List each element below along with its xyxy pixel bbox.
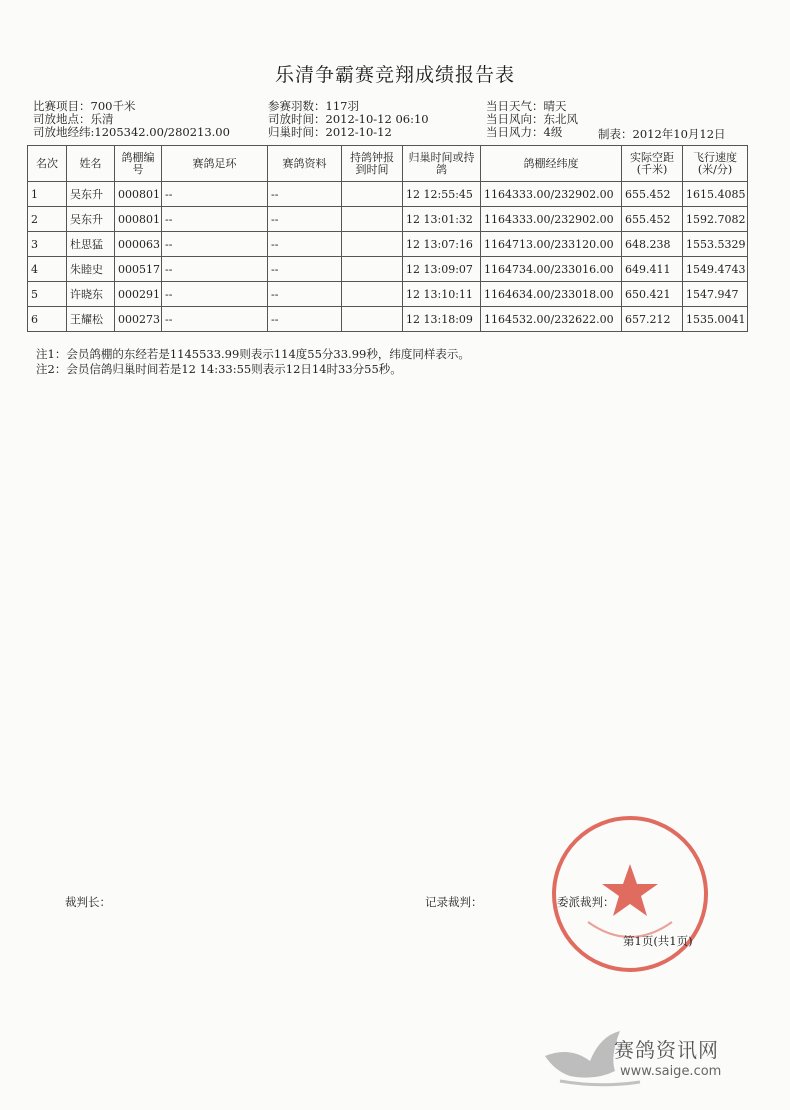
meta-weather: 当日天气：晴天 (486, 99, 567, 113)
notes-block (36, 347, 470, 377)
cell-coordinates: 1164333.00/232902.00 (481, 182, 622, 207)
cell-distance: 655.452 (622, 182, 683, 207)
cell-name: 杜思猛 (67, 232, 115, 257)
table-row (28, 207, 748, 232)
col-header-rank: 名次 (28, 146, 67, 182)
cell-name: 吴东升 (67, 182, 115, 207)
cell-loft-id: 000517 (115, 257, 162, 282)
col-header-loft-id: 鸽棚编号 (115, 146, 162, 182)
meta-column-2 (268, 100, 429, 139)
cell-distance: 650.421 (622, 282, 683, 307)
cell-loft-id: 000801 (115, 182, 162, 207)
col-header-clock-time: 持鸽钟报到时间 (342, 146, 403, 182)
cell-ring: -- (162, 282, 268, 307)
cell-pigeon-info: -- (268, 282, 342, 307)
col-header-coordinates: 鸽棚经纬度 (481, 146, 622, 182)
meta-return-time: 归巢时间：2012-10-12 (268, 125, 392, 139)
cell-name: 朱睦史 (67, 257, 115, 282)
page-number: 第1页(共1页) (623, 934, 693, 948)
cell-speed: 1535.0041 (683, 307, 748, 332)
watermark-site-name: 赛鸽资讯网 (614, 1038, 719, 1062)
cell-loft-id: 000273 (115, 307, 162, 332)
cell-return-time: 12 13:18:09 (403, 307, 481, 332)
results-table (27, 145, 748, 332)
cell-ring: -- (162, 307, 268, 332)
cell-rank: 1 (28, 182, 67, 207)
col-header-distance: 实际空距(千米) (622, 146, 683, 182)
signature-assigned-judge: 委派裁判： (557, 895, 615, 909)
cell-distance: 648.238 (622, 232, 683, 257)
cell-ring: -- (162, 257, 268, 282)
col-header-name: 姓名 (67, 146, 115, 182)
watermark-url: www.saige.com (620, 1064, 722, 1079)
table-row (28, 232, 748, 257)
cell-speed: 1592.7082 (683, 207, 748, 232)
table-header-row (28, 146, 748, 182)
meta-column-3 (486, 100, 578, 139)
table-row (28, 307, 748, 332)
cell-coordinates: 1164532.00/232622.00 (481, 307, 622, 332)
meta-release-time: 司放时间：2012-10-12 06:10 (268, 112, 429, 126)
meta-column-1 (33, 100, 230, 139)
cell-clock-time (342, 182, 403, 207)
note-2: 注2：会员信鸽归巢时间若是12 14:33:55则表示12日14时33分55秒。 (36, 362, 402, 376)
cell-distance: 655.452 (622, 207, 683, 232)
cell-coordinates: 1164734.00/233016.00 (481, 257, 622, 282)
meta-release-coordinates: 司放地经纬:1205342.00/280213.00 (33, 125, 230, 139)
cell-rank: 2 (28, 207, 67, 232)
cell-coordinates: 1164333.00/232902.00 (481, 207, 622, 232)
cell-loft-id: 000291 (115, 282, 162, 307)
cell-speed: 1549.4743 (683, 257, 748, 282)
cell-loft-id: 000801 (115, 207, 162, 232)
cell-clock-time (342, 257, 403, 282)
meta-wind-force: 当日风力：4级 (486, 125, 563, 139)
report-title: 乐清争霸赛竞翔成绩报告表 (274, 64, 515, 86)
cell-pigeon-info: -- (268, 307, 342, 332)
cell-return-time: 12 13:01:32 (403, 207, 481, 232)
cell-coordinates: 1164634.00/233018.00 (481, 282, 622, 307)
meta-entry-count: 参赛羽数：117羽 (268, 99, 359, 113)
col-header-pigeon-info: 赛鸽资料 (268, 146, 342, 182)
cell-name: 王耀松 (67, 307, 115, 332)
cell-pigeon-info: -- (268, 182, 342, 207)
col-header-speed: 飞行速度(米/分) (683, 146, 748, 182)
cell-pigeon-info: -- (268, 232, 342, 257)
cell-name: 许晓东 (67, 282, 115, 307)
cell-coordinates: 1164713.00/233120.00 (481, 232, 622, 257)
signature-chief-judge: 裁判长： (65, 895, 111, 909)
cell-pigeon-info: -- (268, 207, 342, 232)
cell-distance: 657.212 (622, 307, 683, 332)
cell-clock-time (342, 282, 403, 307)
cell-clock-time (342, 207, 403, 232)
table-row (28, 257, 748, 282)
cell-name: 吴东升 (67, 207, 115, 232)
cell-speed: 1553.5329 (683, 232, 748, 257)
cell-rank: 4 (28, 257, 67, 282)
table-row (28, 182, 748, 207)
table-row (28, 282, 748, 307)
meta-race-item: 比赛项目：700千米 (33, 99, 136, 113)
cell-ring: -- (162, 232, 268, 257)
cell-speed: 1547.947 (683, 282, 748, 307)
cell-return-time: 12 12:55:45 (403, 182, 481, 207)
col-header-return-time: 归巢时间或持鸽 (403, 146, 481, 182)
note-1: 注1：会员鸽棚的东经若是1145533.99则表示114度55分33.99秒，纬度同样表示。 (36, 347, 470, 361)
meta-maker-date: 制表：2012年10月12日 (598, 127, 726, 141)
cell-rank: 6 (28, 307, 67, 332)
cell-ring: -- (162, 207, 268, 232)
cell-return-time: 12 13:09:07 (403, 257, 481, 282)
cell-loft-id: 000063 (115, 232, 162, 257)
cell-pigeon-info: -- (268, 257, 342, 282)
cell-ring: -- (162, 182, 268, 207)
meta-release-location: 司放地点：乐清 (33, 112, 114, 126)
meta-wind-direction: 当日风向：东北风 (486, 112, 578, 126)
cell-rank: 5 (28, 282, 67, 307)
cell-clock-time (342, 232, 403, 257)
cell-rank: 3 (28, 232, 67, 257)
cell-speed: 1615.4085 (683, 182, 748, 207)
col-header-ring: 赛鸽足环 (162, 146, 268, 182)
cell-distance: 649.411 (622, 257, 683, 282)
cell-clock-time (342, 307, 403, 332)
cell-return-time: 12 13:07:16 (403, 232, 481, 257)
cell-return-time: 12 13:10:11 (403, 282, 481, 307)
signature-record-judge: 记录裁判： (425, 895, 483, 909)
